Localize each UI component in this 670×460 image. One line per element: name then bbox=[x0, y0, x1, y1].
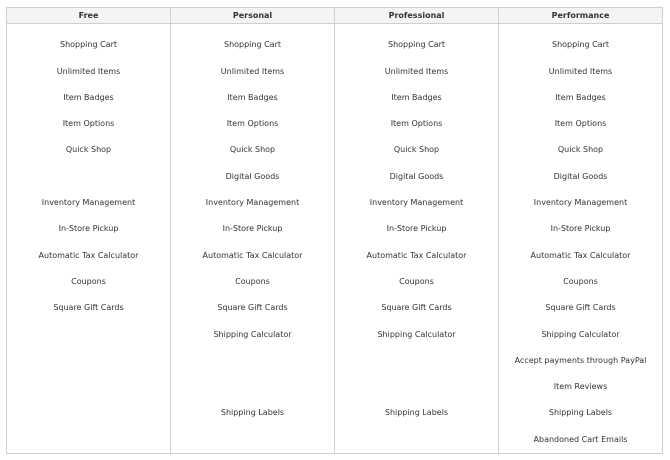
column-header: Performance bbox=[499, 8, 662, 24]
feature-cell: Square Gift Cards bbox=[381, 303, 452, 313]
column-personal bbox=[171, 8, 335, 453]
feature-cell: Unlimited Items bbox=[548, 66, 613, 76]
feature-cell bbox=[7, 427, 170, 453]
feature-cell: Shipping Calculator bbox=[541, 329, 620, 339]
feature-cell: Item Badges bbox=[227, 92, 278, 102]
feature-cell: Coupons bbox=[71, 276, 106, 286]
feature-cell: Quick Shop bbox=[229, 145, 276, 155]
feature-cell: Abandoned Cart Emails bbox=[533, 434, 628, 444]
feature-cell: Shopping Cart bbox=[551, 40, 610, 50]
feature-cell: Shipping Labels bbox=[548, 408, 613, 418]
feature-cell: Shipping Labels bbox=[220, 408, 285, 418]
feature-cell: Automatic Tax Calculator bbox=[202, 250, 303, 260]
plan-comparison-table bbox=[6, 7, 663, 454]
feature-cell: Item Options bbox=[554, 119, 607, 129]
feature-cell: Automatic Tax Calculator bbox=[366, 250, 467, 260]
feature-cell bbox=[171, 427, 334, 453]
feature-cell: In-Store Pickup bbox=[386, 224, 447, 234]
feature-cell bbox=[7, 348, 170, 374]
feature-cell: Automatic Tax Calculator bbox=[530, 250, 631, 260]
feature-cell: In-Store Pickup bbox=[550, 224, 611, 234]
feature-cell: In-Store Pickup bbox=[222, 224, 283, 234]
feature-cell: In-Store Pickup bbox=[58, 224, 119, 234]
feature-cell bbox=[7, 322, 170, 348]
column-body bbox=[7, 24, 170, 453]
feature-cell bbox=[7, 400, 170, 426]
feature-cell bbox=[7, 374, 170, 400]
feature-cell: Digital Goods bbox=[553, 171, 608, 181]
feature-cell: Square Gift Cards bbox=[217, 303, 288, 313]
feature-cell: Accept payments through PayPal bbox=[514, 355, 647, 365]
feature-cell: Inventory Management bbox=[205, 198, 300, 208]
feature-cell: Item Badges bbox=[391, 92, 442, 102]
feature-cell: Shipping Calculator bbox=[213, 329, 292, 339]
column-free bbox=[7, 8, 171, 453]
feature-cell: Coupons bbox=[235, 276, 270, 286]
feature-cell: Coupons bbox=[399, 276, 434, 286]
feature-cell: Unlimited Items bbox=[220, 66, 285, 76]
feature-cell: Item Options bbox=[226, 119, 279, 129]
column-body bbox=[335, 24, 498, 453]
feature-cell bbox=[335, 374, 498, 400]
feature-cell bbox=[171, 348, 334, 374]
column-header: Professional bbox=[335, 8, 498, 24]
feature-cell: Item Badges bbox=[555, 92, 606, 102]
feature-cell: Shopping Cart bbox=[387, 40, 446, 50]
feature-cell: Coupons bbox=[563, 276, 598, 286]
feature-cell: Item Reviews bbox=[553, 382, 608, 392]
feature-cell: Digital Goods bbox=[389, 171, 444, 181]
feature-cell bbox=[335, 348, 498, 374]
feature-cell: Square Gift Cards bbox=[545, 303, 616, 313]
feature-cell bbox=[335, 427, 498, 453]
feature-cell bbox=[7, 164, 170, 190]
feature-cell: Unlimited Items bbox=[56, 66, 121, 76]
feature-cell: Quick Shop bbox=[65, 145, 112, 155]
column-header: Free bbox=[7, 8, 170, 24]
feature-cell: Item Badges bbox=[63, 92, 114, 102]
column-body bbox=[171, 24, 334, 453]
column-header: Personal bbox=[171, 8, 334, 24]
feature-cell: Item Options bbox=[390, 119, 443, 129]
feature-cell: Unlimited Items bbox=[384, 66, 449, 76]
feature-cell: Shopping Cart bbox=[59, 40, 118, 50]
column-professional bbox=[335, 8, 499, 453]
feature-cell: Inventory Management bbox=[533, 198, 628, 208]
column-body bbox=[499, 24, 662, 453]
feature-cell: Shipping Calculator bbox=[377, 329, 456, 339]
feature-cell: Inventory Management bbox=[41, 198, 136, 208]
feature-cell: Quick Shop bbox=[557, 145, 604, 155]
feature-cell: Automatic Tax Calculator bbox=[38, 250, 139, 260]
feature-cell bbox=[171, 374, 334, 400]
feature-cell: Quick Shop bbox=[393, 145, 440, 155]
column-performance bbox=[499, 8, 662, 453]
feature-cell: Shopping Cart bbox=[223, 40, 282, 50]
feature-cell: Item Options bbox=[62, 119, 115, 129]
feature-cell: Square Gift Cards bbox=[53, 303, 124, 313]
feature-cell: Digital Goods bbox=[225, 171, 280, 181]
feature-cell: Shipping Labels bbox=[384, 408, 449, 418]
feature-cell: Inventory Management bbox=[369, 198, 464, 208]
